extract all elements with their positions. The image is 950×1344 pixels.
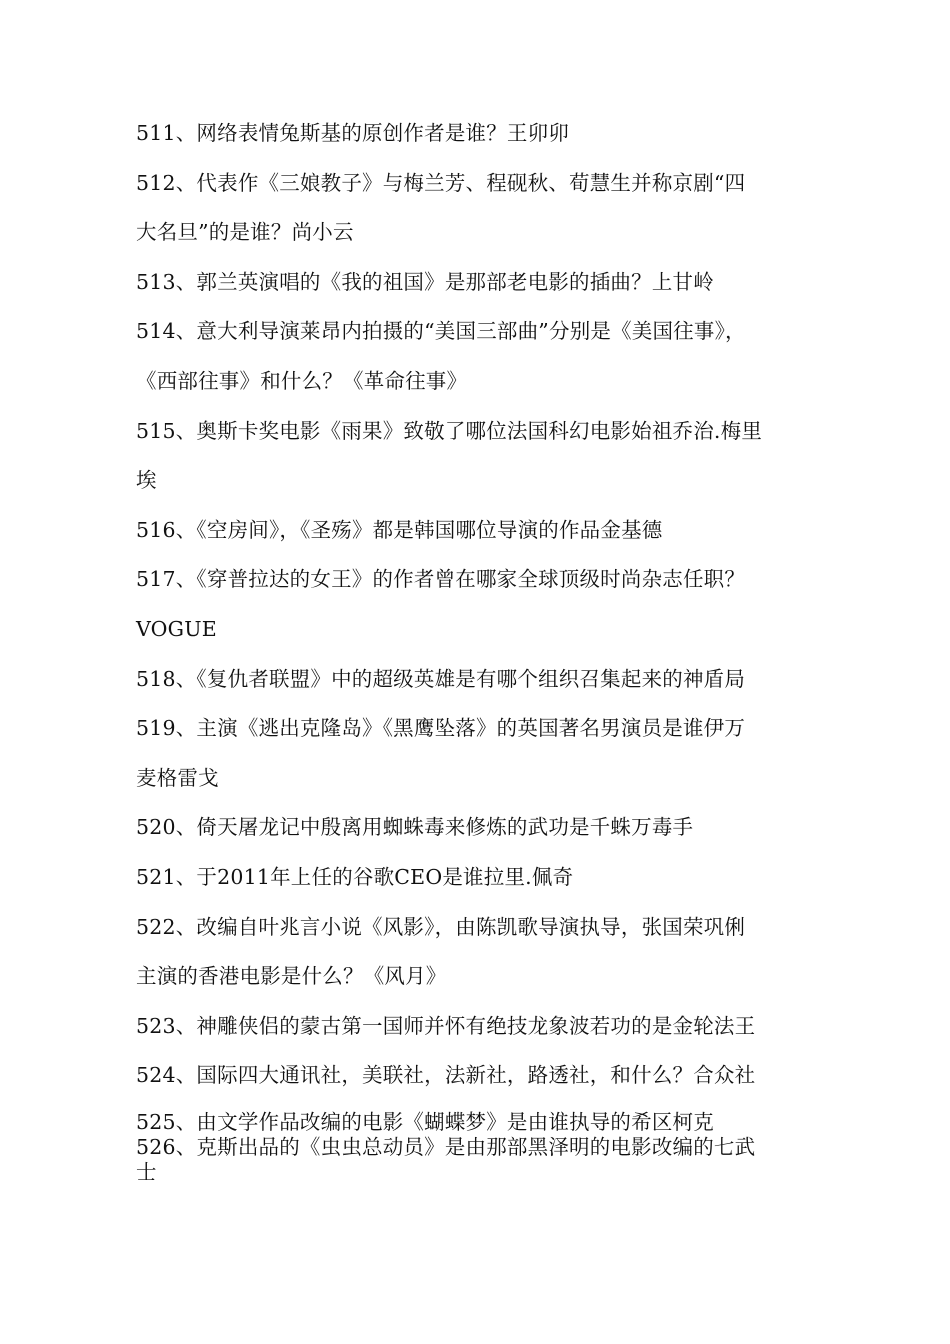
quiz-line: 515、奥斯卡奖电影《雨果》致敬了哪位法国科幻电影始祖乔治.梅里 — [136, 418, 763, 443]
quiz-line: 埃 — [136, 468, 157, 493]
quiz-line: 522、改编自叶兆言小说《风影》，由陈凯歌导演执导，张国荣巩俐 — [136, 914, 746, 939]
quiz-line: 523、神雕侠侣的蒙古第一国师并怀有绝技龙象波若功的是金轮法王 — [136, 1013, 756, 1038]
quiz-line: 516、《空房间》，《圣殇》都是韩国哪位导演的作品金基德 — [136, 517, 663, 542]
quiz-line: 519、主演《逃出克隆岛》《黑鹰坠落》的英国著名男演员是谁伊万 — [136, 716, 746, 741]
quiz-line: 511、网络表情兔斯基的原创作者是谁？王卯卯 — [136, 121, 570, 145]
quiz-line: 524、国际四大通讯社，美联社，法新社，路透社，和什么？合众社 — [136, 1063, 756, 1088]
quiz-line: 大名旦”的是谁？尚小云 — [136, 220, 354, 245]
quiz-line: VOGUE — [136, 616, 217, 641]
quiz-line: 526、克斯出品的《虫虫总动员》是由那部黑泽明的电影改编的七武 — [136, 1134, 756, 1159]
quiz-line: 麦格雷戈 — [136, 765, 219, 790]
quiz-line: 士 — [136, 1159, 157, 1184]
quiz-line: 517、《穿普拉达的女王》的作者曾在哪家全球顶级时尚杂志任职？ — [136, 567, 746, 592]
quiz-line: 521、于2011年上任的谷歌CEO是谁拉里.佩奇 — [136, 864, 574, 889]
quiz-line: 《西部往事》和什么？《革命往事》 — [136, 368, 468, 393]
quiz-text-body — [136, 114, 816, 1185]
quiz-line: 518、《复仇者联盟》中的超级英雄是有哪个组织召集起来的神盾局 — [136, 666, 746, 691]
quiz-line: 514、意大利导演莱昂内拍摄的“美国三部曲”分别是《美国往事》， — [136, 319, 746, 344]
quiz-line: 520、倚天屠龙记中殷离用蜘蛛毒来修炼的武功是千蛛万毒手 — [136, 815, 694, 840]
quiz-line: 525、由文学作品改编的电影《蝴蝶梦》是由谁执导的希区柯克 — [136, 1109, 714, 1134]
quiz-line: 主演的香港电影是什么？《风月》 — [136, 964, 447, 989]
quiz-line: 512、代表作《三娘教子》与梅兰芳、程砚秋、荀慧生并称京剧“四 — [136, 170, 746, 195]
quiz-line: 513、郭兰英演唱的《我的祖国》是那部老电影的插曲？上甘岭 — [136, 269, 714, 294]
